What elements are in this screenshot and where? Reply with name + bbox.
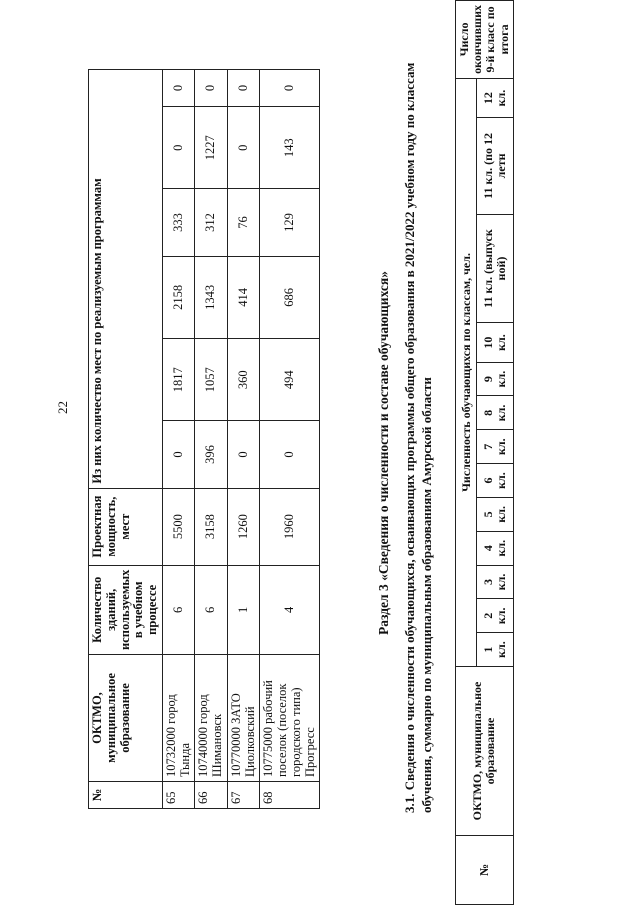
header-no: № (456, 836, 514, 905)
row-cell: 1343 (195, 256, 228, 338)
row-cell: 396 (195, 421, 228, 488)
grade-header: 11 кл. (по 12 летн (477, 118, 514, 214)
grade-header: 10 кл. (477, 323, 514, 362)
grade-header: 9 кл. (477, 362, 514, 396)
row-cell: 333 (162, 189, 195, 256)
row-buildings: 1 (227, 565, 260, 654)
header-oktmo: ОКТМО, муниципальное образование (456, 667, 514, 836)
row-no: 66 (195, 782, 228, 809)
header-oktmo: ОКТМО, муниципальное образование (89, 655, 163, 782)
header-no: № (89, 782, 163, 809)
row-cell: 0 (195, 70, 228, 107)
grade-header: 1 кл. (477, 633, 514, 667)
row-cell: 1227 (195, 107, 228, 189)
row-cell: 143 (260, 107, 320, 189)
grade-header: 12 кл. (477, 78, 514, 117)
grade-header: 2 кл. (477, 599, 514, 633)
row-cell: 1057 (195, 339, 228, 421)
grade-header: 7 кл. (477, 430, 514, 464)
row-capacity: 1960 (260, 488, 320, 565)
page-number: 22 (55, 401, 70, 414)
buildings-table (88, 69, 320, 809)
grade-header: 8 кл. (477, 396, 514, 430)
subsection-title: 3.1. Сведения о численности обучающихся, осваивающих программы общего образования в 2021/2022 учебном году по классам обучения, суммарно по муниципальным образованиям Амурской области (402, 62, 434, 813)
row-cell: 0 (227, 107, 260, 189)
table-row (162, 70, 195, 809)
table-row (227, 70, 260, 809)
row-cell: 0 (162, 421, 195, 488)
row-cell: 414 (227, 256, 260, 338)
table-row (195, 70, 228, 809)
row-cell: 1817 (162, 339, 195, 421)
grade-header: 3 кл. (477, 565, 514, 599)
row-capacity: 5500 (162, 488, 195, 565)
grade-header: 6 кл. (477, 464, 514, 498)
row-capacity: 3158 (195, 488, 228, 565)
row-cell: 686 (260, 256, 320, 338)
grade-header: 4 кл. (477, 531, 514, 565)
header-finished: Число окончивших 9-й класс по итога (456, 1, 514, 79)
header-count: Численность обучающихся по классам, чел. (456, 78, 477, 666)
row-cell: 494 (260, 339, 320, 421)
row-no: 67 (227, 782, 260, 809)
grade-header: 5 кл. (477, 497, 514, 531)
row-cell: 360 (227, 339, 260, 421)
row-buildings: 6 (195, 565, 228, 654)
row-no: 65 (162, 782, 195, 809)
row-capacity: 1260 (227, 488, 260, 565)
table-header-row (89, 70, 163, 809)
row-cell: 2158 (162, 256, 195, 338)
table-header-row (456, 1, 477, 905)
row-no: 68 (260, 782, 320, 809)
row-cell: 129 (260, 189, 320, 256)
row-cell: 0 (260, 421, 320, 488)
header-capacity: Проектная мощность, мест (89, 488, 163, 565)
table-row (260, 70, 320, 809)
header-places: Из них количество мест по реализуемым программам (89, 70, 163, 489)
header-buildings: Количество зданий, используемых в учебном процессе (89, 565, 163, 654)
students-table (455, 0, 514, 905)
row-oktmo: 10775000 рабочий поселок (поселок городского типа) Прогресс (260, 655, 320, 782)
row-cell: 0 (227, 70, 260, 107)
row-cell: 0 (260, 70, 320, 107)
row-cell: 312 (195, 189, 228, 256)
row-oktmo: 10770000 ЗАТО Циолковский (227, 655, 260, 782)
row-buildings: 6 (162, 565, 195, 654)
section-title: Раздел 3 «Сведения о численности и составе обучающихся» (376, 271, 391, 635)
row-cell: 0 (227, 421, 260, 488)
grade-header: 11 кл. (выпуск ной) (477, 214, 514, 323)
row-oktmo: 10732000 город Тында (162, 655, 195, 782)
row-buildings: 4 (260, 565, 320, 654)
row-cell: 0 (162, 107, 195, 189)
row-cell: 76 (227, 189, 260, 256)
row-oktmo: 10740000 город Шимановск (195, 655, 228, 782)
row-cell: 0 (162, 70, 195, 107)
